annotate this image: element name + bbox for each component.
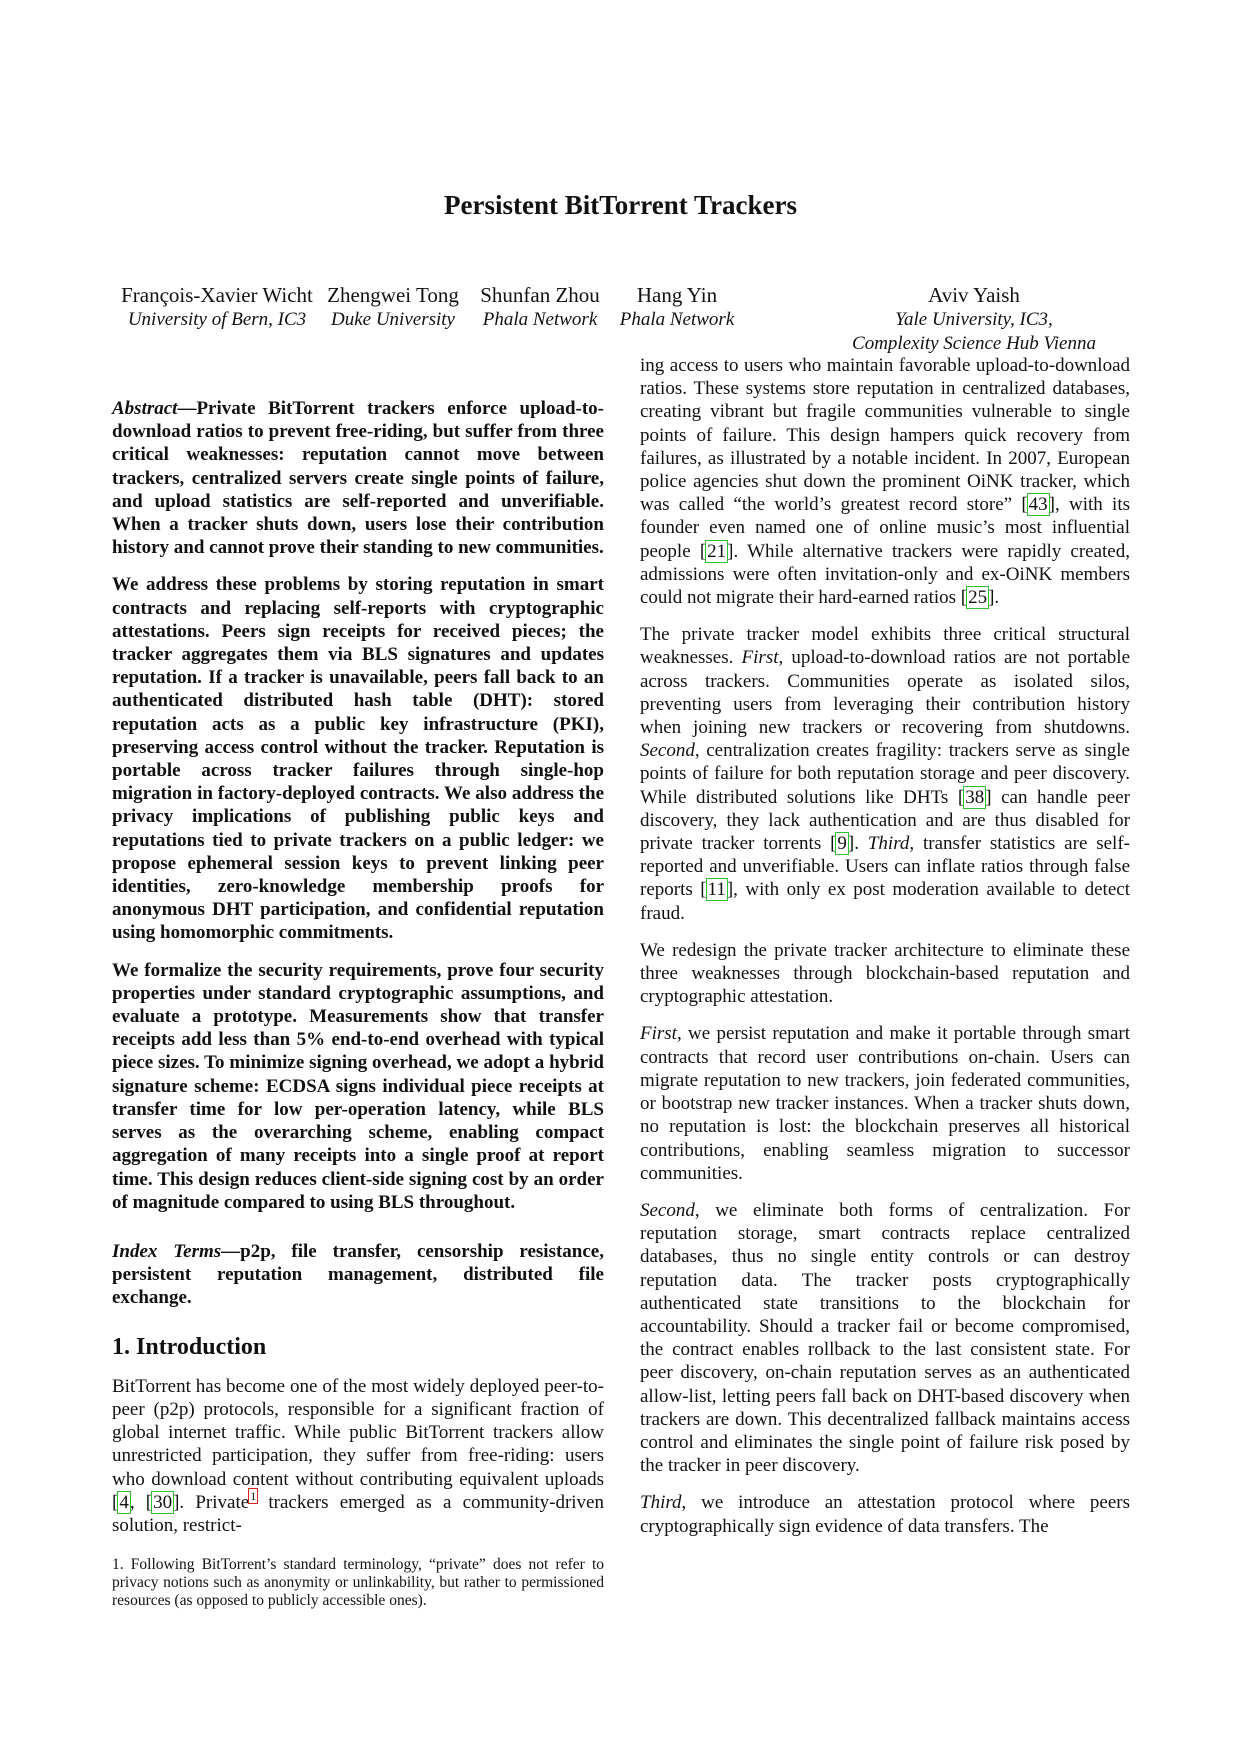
- citation-link[interactable]: 11: [707, 879, 726, 901]
- emphasis: Third: [640, 1492, 682, 1514]
- body-text: trackers emerged as a community-driven solution, restrict-: [112, 1491, 604, 1536]
- body-text: ].: [988, 587, 1000, 609]
- author-affiliation: Duke University: [331, 309, 455, 330]
- body-paragraph: [112, 1375, 604, 1537]
- body-text: ] can handle peer discovery, they lack authentication and are thus disabled for private tracker torrents [: [640, 786, 1130, 855]
- abstract-paragraph: We address these problems by storing reputation in smart contracts and replacing self-reports with cryptographic attestations. Peers sign receipts for received pieces; the tracker aggregates them via BLS signatures and updates reputation. If a tracker is unavailable, peers fall back to an authenticated distributed hash table (DHT): stored reputation acts as a public key infrastructure (PKI), preserving access control without the tracker. Reputation is portable across tracker failures through single-hop migration in factory-deployed contracts. We also address the privacy implications of publishing public keys and reputations tied to private trackers on a public ledger: we propose ephemeral session keys to prevent linking peer identities, zero-knowledge membership proofs for anonymous DHT participation, and confidential reputation using homomorphic commitments.: [112, 574, 604, 944]
- author-name: Aviv Yaish: [928, 283, 1020, 307]
- footnote-link[interactable]: 1: [250, 1489, 257, 1504]
- body-text: , upload-to-download ratios are not portable across trackers. Communities operate as isolated silos, preventing users from leveraging their contribution history when joining new trackers or recovering from shutdowns.: [640, 647, 1131, 739]
- author-block: [326, 282, 460, 332]
- abstract-paragraph: We formalize the security requirements, prove four security properties under standard cryptographic assumptions, and evaluate a prototype. Measurements show that transfer receipts add less than 5% end-to-end overhead with typical piece sizes. To minimize signing overhead, we adopt a hybrid signature scheme: ECDSA signs individual piece receipts at transfer time for low per-operation latency, while BLS serves as the overarching scheme, enabling compact aggregation of many receipts into a single proof at report time. This design reduces client-side signing cost by an order of magnitude compared to using BLS throughout.: [112, 959, 604, 1213]
- paper-title: Persistent BitTorrent Trackers: [444, 190, 797, 220]
- body-text: ], with its founder even named one of online music’s most influential people [: [640, 494, 1131, 562]
- emphasis: Third: [867, 833, 910, 855]
- index-terms-text: —p2p, file transfer, censorship resistance, persistent reputation management, distributed file exchange.: [112, 1240, 604, 1309]
- citation-link[interactable]: 43: [1028, 494, 1048, 516]
- author-block: [838, 282, 1110, 356]
- body-text: The private tracker model exhibits three critical structural weaknesses.: [640, 624, 1130, 669]
- author-affiliation: Phala Network: [482, 309, 598, 330]
- author-block: [119, 282, 315, 332]
- abstract-text: —Private BitTorrent trackers enforce upload-to-download ratios to prevent free-riding, but suffer from three critical weaknesses: reputation cannot move between trackers, centralized servers create single points of failure, and upload statistics are self-reported and unverifiable. When a tracker shuts down, users lose their contribution history and cannot prove their standing to new communities.: [112, 398, 604, 559]
- citation-link[interactable]: 25: [968, 587, 988, 609]
- citation-link[interactable]: 30: [153, 1491, 173, 1513]
- citation-link[interactable]: 9: [837, 833, 847, 855]
- footnote: 1. Following BitTorrent’s standard terminology, “private” does not refer to privacy notions such as anonymity or unlinkability, but rather to permissioned resources (as opposed to publicly accessible ones).: [112, 1556, 604, 1609]
- author-block: [476, 282, 604, 332]
- citation-link[interactable]: 38: [965, 786, 985, 808]
- author-list: [0, 282, 1241, 362]
- body-paragraph: [640, 1022, 1130, 1184]
- citation-link[interactable]: 21: [707, 540, 727, 562]
- emphasis: Second: [640, 1199, 695, 1221]
- author-affiliation: Yale University, IC3,: [895, 309, 1053, 330]
- index-terms: [112, 1240, 604, 1310]
- author-block: [614, 282, 740, 332]
- author-affiliation: Phala Network: [619, 309, 735, 330]
- abstract-paragraph: [112, 397, 604, 559]
- emphasis: Second: [640, 740, 695, 762]
- right-column: [640, 354, 1130, 1552]
- body-text: ]. Private: [173, 1491, 250, 1513]
- body-paragraph: We redesign the private tracker architecture to eliminate these three weaknesses through blockchain-based reputation and cryptographic attestation.: [640, 939, 1130, 1008]
- author-name: Hang Yin: [636, 283, 718, 307]
- emphasis: First: [640, 1023, 677, 1045]
- body-text: BitTorrent has become one of the most widely deployed peer-to-peer (p2p) protocols, responsible for a significant fraction of global internet traffic. While public BitTorrent trackers allow unrestricted participation, they suffer from free-riding: users who download content without contributing equivalent uploads [: [112, 1375, 604, 1513]
- index-terms-label: Index Terms: [112, 1240, 222, 1262]
- author-affiliation: University of Bern, IC3: [127, 309, 307, 330]
- author-name: Zhengwei Tong: [327, 283, 459, 307]
- body-text: , transfer statistics are self-reported and unverifiable. Users can inflate ratios through false reports [: [640, 833, 1130, 901]
- body-paragraph: [640, 1491, 1130, 1537]
- body-text: ], with only ex post moderation available to detect fraud.: [640, 879, 1130, 924]
- body-text: ing access to users who maintain favorable upload-to-download ratios. These systems store reputation in centralized databases, creating vibrant but fragile communities vulnerable to single points of failure. This design hampers quick recovery from failures, as illustrated by a notable incident. In 2007, European police agencies shut down the prominent OiNK tracker, which was called “the world’s greatest record store” [: [640, 355, 1130, 516]
- body-paragraph: [640, 1199, 1130, 1477]
- author-name: François-Xavier Wicht: [121, 283, 313, 307]
- body-text: , we persist reputation and make it portable through smart contracts that record user contributions on-chain. Users can migrate reputation to new trackers, join federated communities, or bootstrap new tracker instances. When a tracker shuts down, no reputation is lost: the blockchain preserves all historical contributions, enabling seamless migration to successor communities.: [640, 1023, 1130, 1184]
- body-text: , [: [129, 1491, 153, 1513]
- author-affiliation: Complexity Science Hub Vienna: [852, 333, 1096, 354]
- body-text: ]. While alternative trackers were rapidly created, admissions were often invitation-only and ex-OiNK members could not migrate their hard-earned ratios [: [640, 540, 1130, 609]
- citation-link[interactable]: 4: [119, 1491, 129, 1513]
- body-text: , centralization creates fragility: trackers serve as single points of failure for both reputation storage and peer discovery. While distributed solutions like DHTs [: [640, 740, 1130, 808]
- left-column: [112, 397, 604, 1551]
- body-text: , we eliminate both forms of centralization. For reputation storage, smart contracts replace centralized databases, thus no single entity controls or can destroy reputation data. The tracker posts cryptographically authenticated state transitions to the blockchain for accountability. Should a tracker fail or become compromised, the contract enables rollback to the last consistent state. For peer discovery, on-chain reputation serves as an authenticated allow-list, letting peers fall back on DHT-based discovery when trackers are down. This decentralized fallback maintains access control and eliminates the single point of failure risk posed by the tracker in peer discovery.: [640, 1199, 1130, 1477]
- author-name: Shunfan Zhou: [480, 283, 600, 307]
- abstract-label: Abstract: [112, 398, 178, 419]
- body-text: , we introduce an attestation protocol where peers cryptographically sign evidence of data transfers. The: [640, 1492, 1130, 1537]
- body-paragraph: [640, 623, 1130, 925]
- body-text: ].: [847, 833, 868, 855]
- section-heading: 1. Introduction: [112, 1333, 267, 1360]
- body-paragraph: [640, 354, 1130, 609]
- emphasis: First: [741, 647, 779, 669]
